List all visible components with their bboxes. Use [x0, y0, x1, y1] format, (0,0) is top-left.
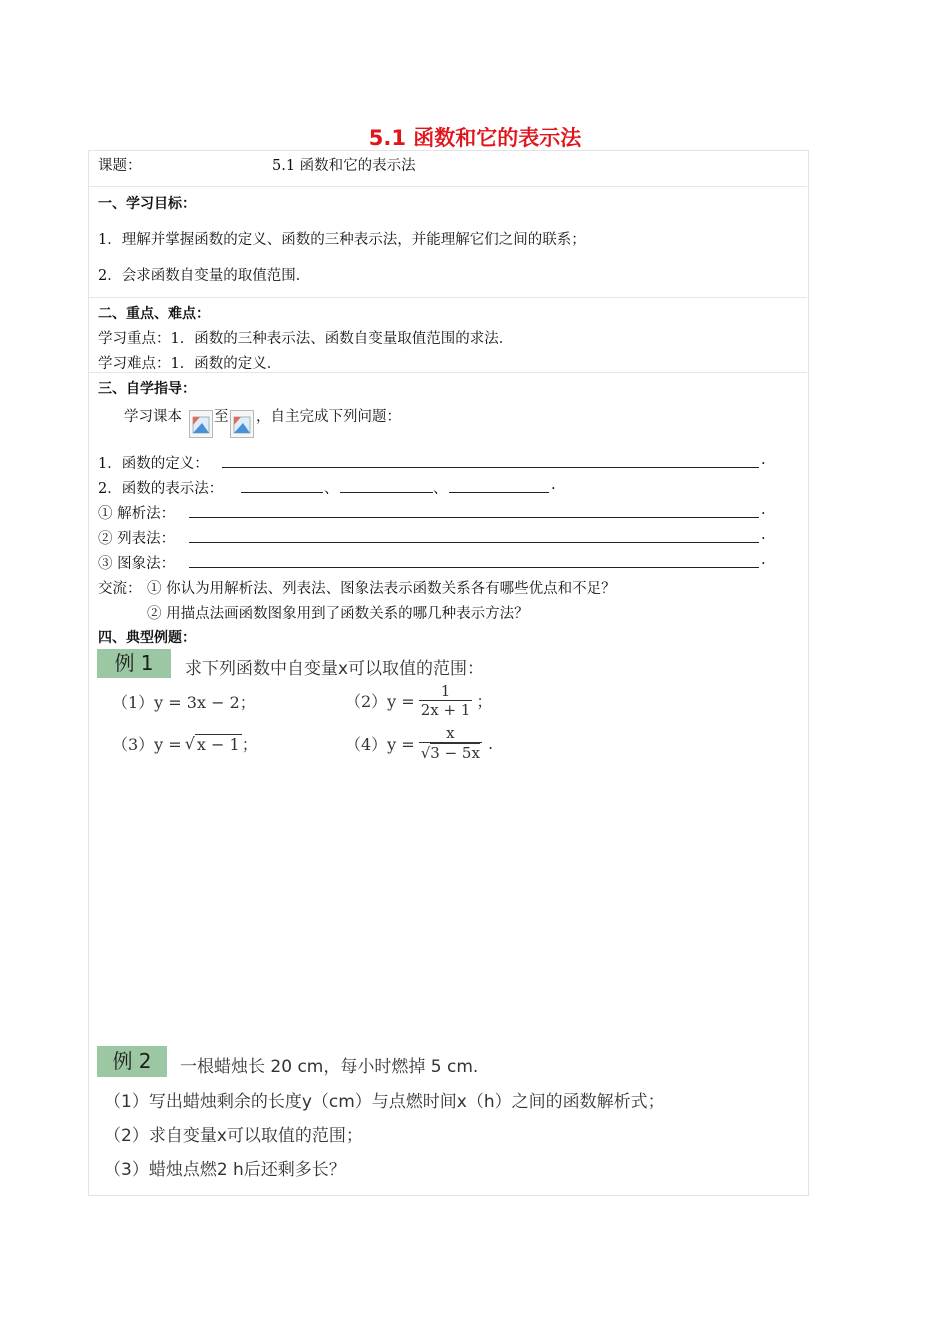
- answer-blank[interactable]: [189, 542, 759, 543]
- fraction: [419, 682, 473, 719]
- period: .: [487, 733, 494, 753]
- separator: 、: [433, 481, 448, 497]
- section-heading-goals: 一、学习目标：: [98, 196, 196, 212]
- method-graph: ③ 图象法：: [98, 556, 176, 572]
- example-part: （1）y = 3x − 2；: [112, 693, 256, 712]
- difficult-point: 学习难点：1．函数的定义．: [98, 356, 282, 372]
- answer-blank[interactable]: [241, 492, 323, 493]
- example-prompt: 求下列函数中自变量x可以取值的范围：: [185, 659, 485, 679]
- goal-item: 1．理解并掌握函数的定义、函数的三种表示法，并能理解它们之间的联系；: [98, 232, 586, 248]
- separator: 、: [324, 481, 339, 497]
- period: .: [761, 552, 766, 568]
- section-heading-guide: 三、自学指导：: [98, 381, 196, 397]
- example-badge: 例 1: [97, 649, 171, 678]
- goal-item: 2．会求函数自变量的取值范围．: [98, 268, 311, 284]
- numerator: x: [446, 724, 455, 742]
- page-title: 5.1 函数和它的表示法: [368, 126, 582, 150]
- key-point: 学习重点：1．函数的三种表示法、函数自变量取值范围的求法．: [98, 331, 514, 347]
- divider: [88, 297, 807, 298]
- answer-blank[interactable]: [189, 517, 759, 518]
- example-part: [345, 682, 492, 719]
- guide-intro-end: ，自主完成下列问题：: [256, 409, 401, 425]
- question-definition: 1．函数的定义：: [98, 456, 209, 472]
- answer-blank[interactable]: [189, 567, 759, 568]
- guide-intro-mid: 至: [214, 409, 229, 425]
- sqrt-symbol: √: [420, 743, 431, 762]
- denominator: 2x + 1: [420, 701, 471, 719]
- radicand: x − 1: [196, 734, 240, 754]
- equation-label: （3）y =: [112, 735, 182, 754]
- example-question: （2）求自变量x可以取值的范围；: [104, 1126, 363, 1146]
- question-representations: 2．函数的表示法：: [98, 481, 224, 497]
- example-prompt: 一根蜡烛长 20 cm，每小时燃掉 5 cm.: [180, 1057, 479, 1077]
- example-question: （1）写出蜡烛剩余的长度y（cm）与点燃时间x（h）之间的函数解析式；: [104, 1092, 665, 1112]
- example-question: （3）蜡烛点燃2 h后还剩多长？: [104, 1160, 346, 1180]
- answer-blank[interactable]: [340, 492, 433, 493]
- example-part: [112, 732, 258, 755]
- section-heading-keypoints: 二、重点、难点：: [98, 306, 210, 322]
- semicolon: ；: [241, 735, 258, 754]
- broken-image-icon: [189, 410, 213, 438]
- period: .: [551, 477, 556, 493]
- fraction: [419, 724, 482, 762]
- sqrt-symbol: √: [184, 734, 195, 753]
- exchange-label: 交流：: [98, 581, 142, 597]
- topic-value: 5.1 函数和它的表示法: [272, 158, 416, 174]
- equation-label: （2）y =: [345, 692, 415, 711]
- section-heading-examples: 四、典型例题：: [98, 630, 196, 646]
- method-analytic: ① 解析法：: [98, 506, 176, 522]
- example-badge: 例 2: [97, 1046, 167, 1077]
- exchange-question: ② 用描点法画函数图象用到了函数关系的哪几种表示方法？: [147, 606, 529, 622]
- denominator: [419, 742, 482, 762]
- radicand: 3 − 5x: [430, 744, 480, 762]
- guide-intro-start: 学习课本: [124, 409, 182, 425]
- semicolon: ；: [476, 692, 493, 711]
- example-part: [345, 724, 493, 762]
- period: .: [761, 502, 766, 518]
- topic-label: 课题：: [98, 158, 142, 174]
- answer-blank[interactable]: [449, 492, 549, 493]
- period: .: [761, 527, 766, 543]
- method-table: ② 列表法：: [98, 531, 176, 547]
- answer-blank[interactable]: [222, 467, 759, 468]
- period: .: [761, 452, 766, 468]
- numerator: 1: [440, 682, 451, 700]
- divider: [88, 186, 807, 187]
- equation-label: （4）y =: [345, 734, 415, 754]
- broken-image-icon: [230, 410, 254, 438]
- exchange-question: ① 你认为用解析法、列表法、图象法表示函数关系各有哪些优点和不足？: [147, 581, 616, 597]
